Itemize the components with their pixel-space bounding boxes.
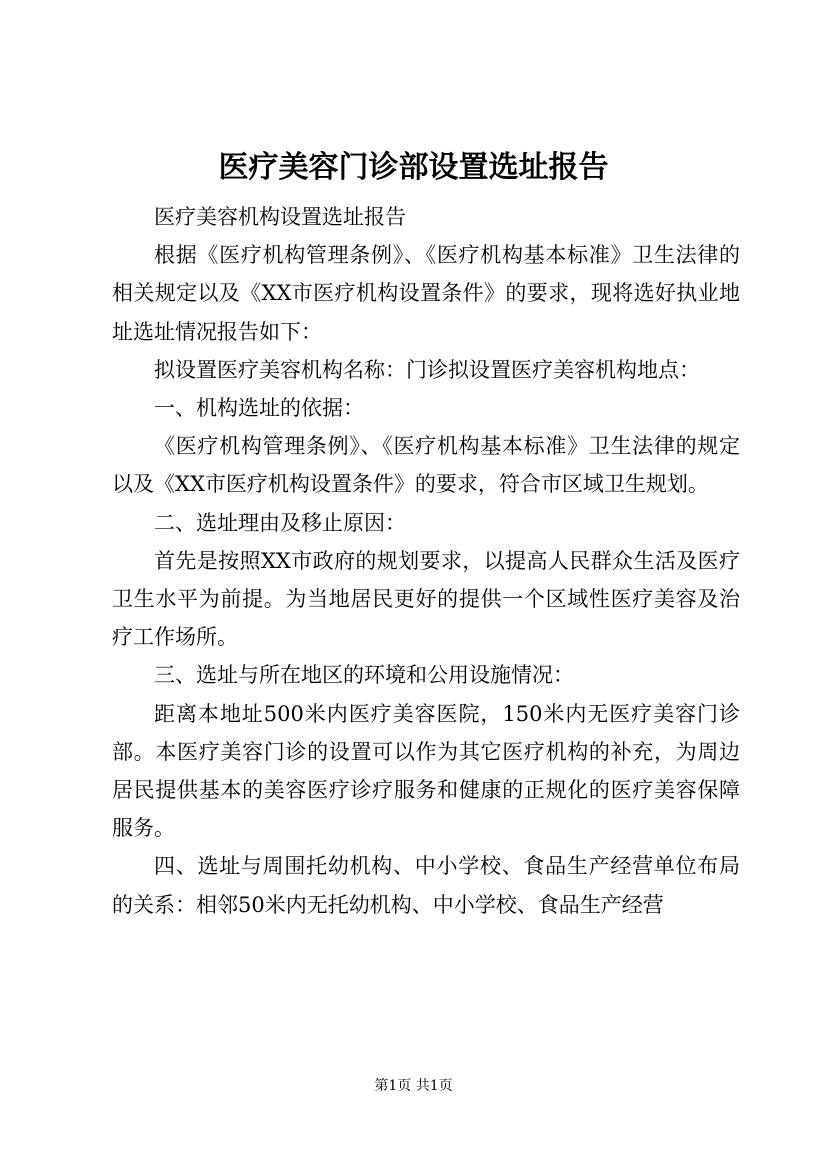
paragraph-environment: 距离本地址500米内医疗美容医院，150米内无医疗美容门诊部。本医疗美容门诊的设置可以作为其它医疗机构的补充，为周边居民提供基本的美容医疗诊疗服务和健康的正规化的医疗美容保障服务。 [112,701,740,841]
section-heading-3: 三、选址与所在地区的环境和公用设施情况： [154,663,574,688]
paragraph-intro: 根据《医疗机构管理条例》、《医疗机构基本标准》卫生法律的相关规定以及《XX市医疗机构设置条件》的要求，现将选好执业地址选址情况报告如下： [112,243,740,344]
paragraph-reason: 首先是按照XX市政府的规划要求，以提高人民群众生活及医疗卫生水平为前提。为当地居民更好的提供一个区域性医疗美容及治疗工作场所。 [112,548,740,650]
paragraph-name-location: 拟设置医疗美容机构名称：门诊拟设置医疗美容机构地点： [154,357,700,382]
section-heading-1: 一、机构选址的依据： [154,396,364,421]
document-body [112,198,740,924]
paragraph-subtitle: 医疗美容机构设置选址报告 [154,205,406,229]
document-title: 医疗美容门诊部设置选址报告 [218,150,609,185]
paragraph-basis: 《医疗机构管理条例》、《医疗机构基本标准》卫生法律的规定以及《XX市医疗机构设置条件》的要求，符合市区域卫生规划。 [112,434,740,497]
page-footer: 第1页 共1页 [374,1078,453,1094]
paragraph-layout-relation: 四、选址与周围托幼机构、中小学校、食品生产经营单位布局的关系：相邻50米内无托幼机构、中小学校、食品生产经营 [112,854,740,917]
section-heading-2: 二、选址理由及移止原因： [154,510,406,535]
